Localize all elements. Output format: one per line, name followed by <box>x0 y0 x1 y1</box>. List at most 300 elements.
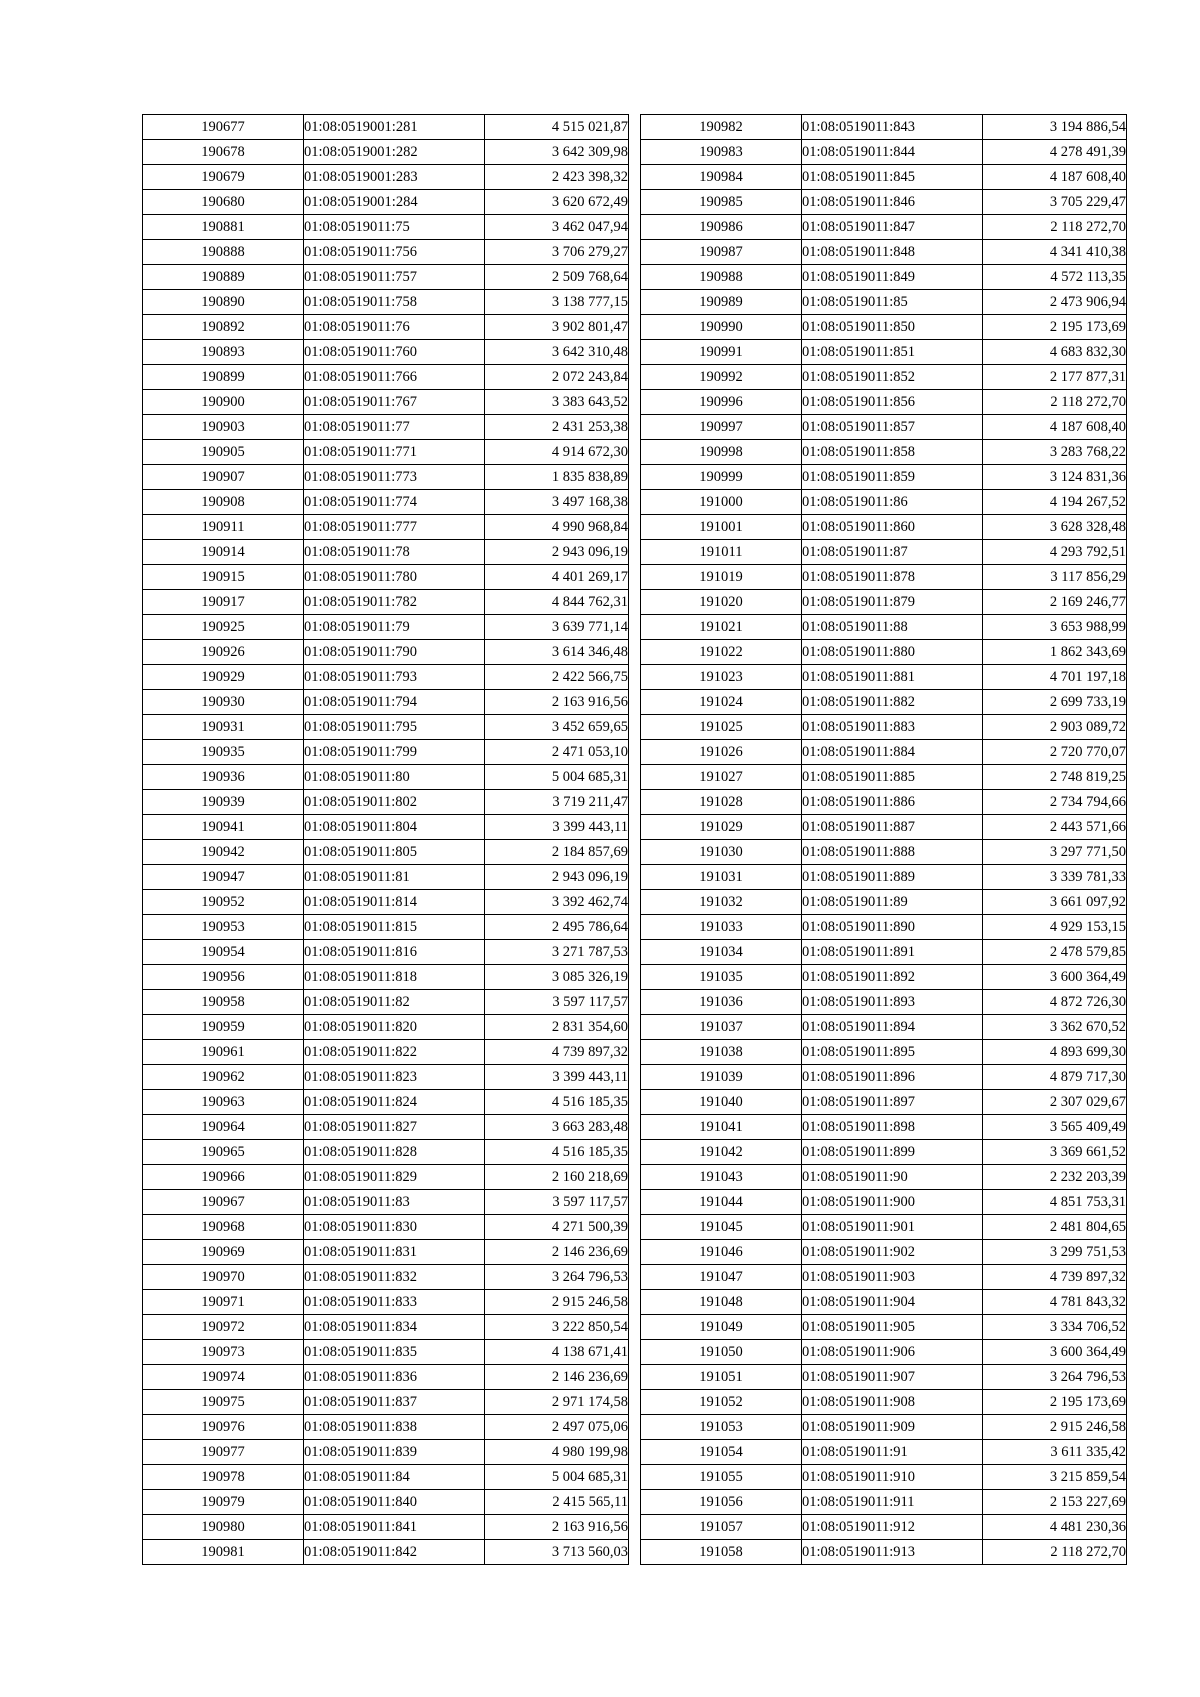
row-number: 190889 <box>143 265 304 290</box>
cadastral-number: 01:08:0519011:85 <box>802 290 983 315</box>
table-row <box>641 565 1127 590</box>
cadastral-value: 4 872 726,30 <box>983 990 1127 1015</box>
cadastral-number: 01:08:0519011:831 <box>304 1240 485 1265</box>
row-number: 190964 <box>143 1115 304 1140</box>
cadastral-number: 01:08:0519011:909 <box>802 1415 983 1440</box>
cadastral-number: 01:08:0519011:907 <box>802 1365 983 1390</box>
cadastral-value: 3 705 229,47 <box>983 190 1127 215</box>
row-number: 190908 <box>143 490 304 515</box>
cadastral-value: 3 642 309,98 <box>485 140 629 165</box>
row-number: 190935 <box>143 740 304 765</box>
cadastral-value: 3 339 781,33 <box>983 865 1127 890</box>
cadastral-number: 01:08:0519011:794 <box>304 690 485 715</box>
row-number: 190974 <box>143 1365 304 1390</box>
cadastral-number: 01:08:0519011:843 <box>802 115 983 140</box>
row-number: 190996 <box>641 390 802 415</box>
table-row <box>641 315 1127 340</box>
cadastral-value: 2 163 916,56 <box>485 1515 629 1540</box>
row-number: 191052 <box>641 1390 802 1415</box>
row-number: 190903 <box>143 415 304 440</box>
table-row <box>641 1340 1127 1365</box>
cadastral-value: 3 399 443,11 <box>485 815 629 840</box>
table-row <box>641 840 1127 865</box>
table-row <box>143 1215 629 1240</box>
cadastral-number: 01:08:0519011:766 <box>304 365 485 390</box>
row-number: 190905 <box>143 440 304 465</box>
row-number: 190888 <box>143 240 304 265</box>
table-row <box>143 765 629 790</box>
cadastral-value: 4 187 608,40 <box>983 165 1127 190</box>
table-row <box>143 1390 629 1415</box>
cadastral-value: 2 971 174,58 <box>485 1390 629 1415</box>
cadastral-number: 01:08:0519011:879 <box>802 590 983 615</box>
cadastral-value: 4 138 671,41 <box>485 1340 629 1365</box>
table-row <box>641 1165 1127 1190</box>
row-number: 191034 <box>641 940 802 965</box>
cadastral-value: 3 600 364,49 <box>983 965 1127 990</box>
cadastral-value: 2 195 173,69 <box>983 315 1127 340</box>
table-row <box>143 1115 629 1140</box>
row-number: 190961 <box>143 1040 304 1065</box>
row-number: 190969 <box>143 1240 304 1265</box>
cadastral-value: 2 734 794,66 <box>983 790 1127 815</box>
cadastral-number: 01:08:0519011:83 <box>304 1190 485 1215</box>
table-row <box>143 565 629 590</box>
row-number: 191026 <box>641 740 802 765</box>
cadastral-value: 2 169 246,77 <box>983 590 1127 615</box>
row-number: 190985 <box>641 190 802 215</box>
cadastral-number: 01:08:0519011:838 <box>304 1415 485 1440</box>
cadastral-value: 4 293 792,51 <box>983 540 1127 565</box>
cadastral-value: 4 929 153,15 <box>983 915 1127 940</box>
table-row <box>143 240 629 265</box>
table-row <box>641 990 1127 1015</box>
table-row <box>641 690 1127 715</box>
cadastral-number: 01:08:0519011:897 <box>802 1090 983 1115</box>
cadastral-value: 3 392 462,74 <box>485 890 629 915</box>
cadastral-value: 2 160 218,69 <box>485 1165 629 1190</box>
cadastral-value: 4 781 843,32 <box>983 1290 1127 1315</box>
cadastral-number: 01:08:0519011:898 <box>802 1115 983 1140</box>
row-number: 190973 <box>143 1340 304 1365</box>
table-row <box>143 915 629 940</box>
cadastral-value: 4 271 500,39 <box>485 1215 629 1240</box>
table-row <box>143 265 629 290</box>
row-number: 190929 <box>143 665 304 690</box>
row-number: 190930 <box>143 690 304 715</box>
table-row <box>143 1140 629 1165</box>
cadastral-value: 3 653 988,99 <box>983 615 1127 640</box>
row-number: 190999 <box>641 465 802 490</box>
cadastral-number: 01:08:0519011:890 <box>802 915 983 940</box>
cadastral-value: 3 117 856,29 <box>983 565 1127 590</box>
cadastral-value: 2 422 566,75 <box>485 665 629 690</box>
cadastral-value: 4 515 021,87 <box>485 115 629 140</box>
cadastral-number: 01:08:0519011:823 <box>304 1065 485 1090</box>
cadastral-value: 4 572 113,35 <box>983 265 1127 290</box>
cadastral-value: 4 879 717,30 <box>983 1065 1127 1090</box>
cadastral-value: 2 509 768,64 <box>485 265 629 290</box>
table-row <box>641 790 1127 815</box>
cadastral-number: 01:08:0519011:860 <box>802 515 983 540</box>
table-row <box>641 965 1127 990</box>
row-number: 191047 <box>641 1265 802 1290</box>
cadastral-number: 01:08:0519011:884 <box>802 740 983 765</box>
cadastral-value: 3 611 335,42 <box>983 1440 1127 1465</box>
cadastral-value: 2 146 236,69 <box>485 1240 629 1265</box>
cadastral-value: 5 004 685,31 <box>485 765 629 790</box>
table-row <box>143 890 629 915</box>
cadastral-value: 4 401 269,17 <box>485 565 629 590</box>
cadastral-value: 3 334 706,52 <box>983 1315 1127 1340</box>
table-row <box>143 1190 629 1215</box>
cadastral-number: 01:08:0519011:805 <box>304 840 485 865</box>
row-number: 190967 <box>143 1190 304 1215</box>
cadastral-value: 4 278 491,39 <box>983 140 1127 165</box>
cadastral-number: 01:08:0519011:849 <box>802 265 983 290</box>
table-row <box>641 1065 1127 1090</box>
row-number: 190981 <box>143 1540 304 1565</box>
row-number: 190942 <box>143 840 304 865</box>
cadastral-number: 01:08:0519011:79 <box>304 615 485 640</box>
table-row <box>143 1040 629 1065</box>
table-row <box>143 190 629 215</box>
row-number: 190915 <box>143 565 304 590</box>
cadastral-number: 01:08:0519011:771 <box>304 440 485 465</box>
row-number: 191055 <box>641 1465 802 1490</box>
cadastral-value: 2 720 770,07 <box>983 740 1127 765</box>
table-row <box>641 1240 1127 1265</box>
row-number: 190979 <box>143 1490 304 1515</box>
row-number: 191046 <box>641 1240 802 1265</box>
cadastral-value: 2 748 819,25 <box>983 765 1127 790</box>
cadastral-value: 4 341 410,38 <box>983 240 1127 265</box>
cadastral-number: 01:08:0519011:91 <box>802 1440 983 1465</box>
row-number: 190899 <box>143 365 304 390</box>
row-number: 191037 <box>641 1015 802 1040</box>
cadastral-value: 3 297 771,50 <box>983 840 1127 865</box>
table-row <box>641 115 1127 140</box>
cadastral-value: 2 431 253,38 <box>485 415 629 440</box>
row-number: 190959 <box>143 1015 304 1040</box>
cadastral-number: 01:08:0519001:284 <box>304 190 485 215</box>
cadastral-value: 3 138 777,15 <box>485 290 629 315</box>
row-number: 190954 <box>143 940 304 965</box>
row-number: 191045 <box>641 1215 802 1240</box>
row-number: 191023 <box>641 665 802 690</box>
table-row <box>143 1540 629 1565</box>
row-number: 190926 <box>143 640 304 665</box>
table-row <box>641 515 1127 540</box>
table-row <box>143 165 629 190</box>
cadastral-number: 01:08:0519011:851 <box>802 340 983 365</box>
cadastral-value: 3 600 364,49 <box>983 1340 1127 1365</box>
row-number: 190881 <box>143 215 304 240</box>
cadastral-number: 01:08:0519011:77 <box>304 415 485 440</box>
cadastral-value: 3 661 097,92 <box>983 890 1127 915</box>
cadastral-value: 2 831 354,60 <box>485 1015 629 1040</box>
cadastral-value: 3 124 831,36 <box>983 465 1127 490</box>
table-row <box>143 440 629 465</box>
table-row <box>143 490 629 515</box>
cadastral-value: 2 699 733,19 <box>983 690 1127 715</box>
table-row <box>143 1365 629 1390</box>
table-row <box>143 290 629 315</box>
cadastral-number: 01:08:0519011:904 <box>802 1290 983 1315</box>
cadastral-number: 01:08:0519011:840 <box>304 1490 485 1515</box>
table-row <box>641 1390 1127 1415</box>
row-number: 191058 <box>641 1540 802 1565</box>
cadastral-number: 01:08:0519001:282 <box>304 140 485 165</box>
cadastral-number: 01:08:0519011:885 <box>802 765 983 790</box>
cadastral-number: 01:08:0519011:841 <box>304 1515 485 1540</box>
cadastral-number: 01:08:0519011:80 <box>304 765 485 790</box>
cadastral-value: 1 862 343,69 <box>983 640 1127 665</box>
cadastral-value: 3 597 117,57 <box>485 990 629 1015</box>
table-row <box>641 1140 1127 1165</box>
cadastral-number: 01:08:0519011:842 <box>304 1540 485 1565</box>
cadastral-value: 4 481 230,36 <box>983 1515 1127 1540</box>
table-row <box>143 1065 629 1090</box>
cadastral-number: 01:08:0519011:902 <box>802 1240 983 1265</box>
cadastral-number: 01:08:0519011:75 <box>304 215 485 240</box>
row-number: 190680 <box>143 190 304 215</box>
table-row <box>143 1440 629 1465</box>
row-number: 191044 <box>641 1190 802 1215</box>
cadastral-value: 1 835 838,89 <box>485 465 629 490</box>
row-number: 190998 <box>641 440 802 465</box>
row-number: 190939 <box>143 790 304 815</box>
cadastral-number: 01:08:0519011:822 <box>304 1040 485 1065</box>
row-number: 191011 <box>641 540 802 565</box>
row-number: 191056 <box>641 1490 802 1515</box>
cadastral-number: 01:08:0519011:839 <box>304 1440 485 1465</box>
cadastral-number: 01:08:0519011:827 <box>304 1115 485 1140</box>
table-row <box>641 1265 1127 1290</box>
cadastral-number: 01:08:0519011:856 <box>802 390 983 415</box>
cadastral-value: 3 713 560,03 <box>485 1540 629 1565</box>
cadastral-value: 2 943 096,19 <box>485 540 629 565</box>
row-number: 190941 <box>143 815 304 840</box>
cadastral-value: 2 153 227,69 <box>983 1490 1127 1515</box>
cadastral-value: 2 072 243,84 <box>485 365 629 390</box>
cadastral-number: 01:08:0519011:881 <box>802 665 983 690</box>
cadastral-number: 01:08:0519011:912 <box>802 1515 983 1540</box>
row-number: 190984 <box>641 165 802 190</box>
cadastral-value: 4 980 199,98 <box>485 1440 629 1465</box>
cadastral-number: 01:08:0519011:893 <box>802 990 983 1015</box>
row-number: 190978 <box>143 1465 304 1490</box>
row-number: 190963 <box>143 1090 304 1115</box>
cadastral-number: 01:08:0519011:804 <box>304 815 485 840</box>
row-number: 190968 <box>143 1215 304 1240</box>
row-number: 190987 <box>641 240 802 265</box>
cadastral-value: 2 915 246,58 <box>983 1415 1127 1440</box>
row-number: 191042 <box>641 1140 802 1165</box>
cadastral-number: 01:08:0519011:887 <box>802 815 983 840</box>
cadastral-value: 4 893 699,30 <box>983 1040 1127 1065</box>
row-number: 190982 <box>641 115 802 140</box>
cadastral-number: 01:08:0519011:820 <box>304 1015 485 1040</box>
table-row <box>641 615 1127 640</box>
cadastral-number: 01:08:0519011:883 <box>802 715 983 740</box>
row-number: 191019 <box>641 565 802 590</box>
table-row <box>641 215 1127 240</box>
cadastral-table-left <box>142 114 629 1565</box>
table-row <box>143 990 629 1015</box>
table-row <box>143 540 629 565</box>
row-number: 190936 <box>143 765 304 790</box>
cadastral-value: 3 362 670,52 <box>983 1015 1127 1040</box>
table-row <box>143 1465 629 1490</box>
cadastral-number: 01:08:0519001:281 <box>304 115 485 140</box>
cadastral-value: 4 194 267,52 <box>983 490 1127 515</box>
cadastral-value: 4 516 185,35 <box>485 1140 629 1165</box>
cadastral-value: 2 415 565,11 <box>485 1490 629 1515</box>
cadastral-number: 01:08:0519011:88 <box>802 615 983 640</box>
cadastral-value: 2 307 029,67 <box>983 1090 1127 1115</box>
cadastral-number: 01:08:0519011:802 <box>304 790 485 815</box>
row-number: 190952 <box>143 890 304 915</box>
row-number: 190977 <box>143 1440 304 1465</box>
table-row <box>143 1315 629 1340</box>
cadastral-number: 01:08:0519011:773 <box>304 465 485 490</box>
table-row <box>143 665 629 690</box>
row-number: 190980 <box>143 1515 304 1540</box>
row-number: 191050 <box>641 1340 802 1365</box>
cadastral-number: 01:08:0519011:836 <box>304 1365 485 1390</box>
row-number: 190958 <box>143 990 304 1015</box>
cadastral-number: 01:08:0519011:758 <box>304 290 485 315</box>
cadastral-value: 3 264 796,53 <box>485 1265 629 1290</box>
row-number: 190900 <box>143 390 304 415</box>
cadastral-number: 01:08:0519011:815 <box>304 915 485 940</box>
cadastral-number: 01:08:0519011:901 <box>802 1215 983 1240</box>
row-number: 190988 <box>641 265 802 290</box>
table-row <box>641 440 1127 465</box>
row-number: 190931 <box>143 715 304 740</box>
table-row <box>641 1190 1127 1215</box>
table-row <box>641 1315 1127 1340</box>
row-number: 191032 <box>641 890 802 915</box>
table-row <box>641 590 1127 615</box>
row-number: 191057 <box>641 1515 802 1540</box>
cadastral-value: 2 495 786,64 <box>485 915 629 940</box>
cadastral-value: 2 195 173,69 <box>983 1390 1127 1415</box>
cadastral-value: 5 004 685,31 <box>485 1465 629 1490</box>
row-number: 191027 <box>641 765 802 790</box>
cadastral-value: 2 471 053,10 <box>485 740 629 765</box>
cadastral-number: 01:08:0519011:903 <box>802 1265 983 1290</box>
table-row <box>143 465 629 490</box>
row-number: 190947 <box>143 865 304 890</box>
row-number: 190925 <box>143 615 304 640</box>
cadastral-number: 01:08:0519011:756 <box>304 240 485 265</box>
cadastral-number: 01:08:0519011:828 <box>304 1140 485 1165</box>
cadastral-number: 01:08:0519011:790 <box>304 640 485 665</box>
table-row <box>641 865 1127 890</box>
cadastral-value: 2 481 804,65 <box>983 1215 1127 1240</box>
table-row <box>143 865 629 890</box>
table-row <box>641 465 1127 490</box>
table-row <box>143 615 629 640</box>
cadastral-value: 2 903 089,72 <box>983 715 1127 740</box>
cadastral-value: 2 163 916,56 <box>485 690 629 715</box>
cadastral-value: 3 399 443,11 <box>485 1065 629 1090</box>
table-row <box>641 740 1127 765</box>
table-row <box>143 1015 629 1040</box>
row-number: 191049 <box>641 1315 802 1340</box>
table-row <box>641 490 1127 515</box>
table-row <box>641 1365 1127 1390</box>
cadastral-number: 01:08:0519011:896 <box>802 1065 983 1090</box>
table-row <box>641 1015 1127 1040</box>
row-number: 190990 <box>641 315 802 340</box>
cadastral-number: 01:08:0519011:888 <box>802 840 983 865</box>
table-row <box>641 1290 1127 1315</box>
cadastral-value: 3 597 117,57 <box>485 1190 629 1215</box>
cadastral-value: 4 851 753,31 <box>983 1190 1127 1215</box>
row-number: 190997 <box>641 415 802 440</box>
table-row <box>641 1490 1127 1515</box>
cadastral-value: 3 222 850,54 <box>485 1315 629 1340</box>
table-row <box>641 265 1127 290</box>
cadastral-value: 3 639 771,14 <box>485 615 629 640</box>
cadastral-value: 3 299 751,53 <box>983 1240 1127 1265</box>
cadastral-number: 01:08:0519011:87 <box>802 540 983 565</box>
row-number: 190678 <box>143 140 304 165</box>
cadastral-value: 3 452 659,65 <box>485 715 629 740</box>
table-row <box>143 1515 629 1540</box>
row-number: 191024 <box>641 690 802 715</box>
table-row <box>143 965 629 990</box>
cadastral-number: 01:08:0519011:814 <box>304 890 485 915</box>
cadastral-number: 01:08:0519011:824 <box>304 1090 485 1115</box>
cadastral-value: 3 215 859,54 <box>983 1465 1127 1490</box>
table-row <box>641 140 1127 165</box>
cadastral-number: 01:08:0519011:799 <box>304 740 485 765</box>
cadastral-number: 01:08:0519011:830 <box>304 1215 485 1240</box>
row-number: 190679 <box>143 165 304 190</box>
cadastral-number: 01:08:0519011:774 <box>304 490 485 515</box>
table-row <box>641 665 1127 690</box>
row-number: 191031 <box>641 865 802 890</box>
table-row <box>143 690 629 715</box>
row-number: 191039 <box>641 1065 802 1090</box>
cadastral-value: 2 423 398,32 <box>485 165 629 190</box>
cadastral-number: 01:08:0519011:847 <box>802 215 983 240</box>
cadastral-number: 01:08:0519011:848 <box>802 240 983 265</box>
cadastral-number: 01:08:0519011:795 <box>304 715 485 740</box>
cadastral-number: 01:08:0519011:895 <box>802 1040 983 1065</box>
cadastral-value: 3 369 661,52 <box>983 1140 1127 1165</box>
table-row <box>641 940 1127 965</box>
table-row <box>143 1290 629 1315</box>
cadastral-number: 01:08:0519011:832 <box>304 1265 485 1290</box>
cadastral-table-right <box>640 114 1127 1565</box>
row-number: 190976 <box>143 1415 304 1440</box>
table-row <box>641 240 1127 265</box>
cadastral-number: 01:08:0519011:757 <box>304 265 485 290</box>
cadastral-value: 3 614 346,48 <box>485 640 629 665</box>
cadastral-value: 3 628 328,48 <box>983 515 1127 540</box>
cadastral-value: 4 187 608,40 <box>983 415 1127 440</box>
table-row <box>641 340 1127 365</box>
row-number: 190966 <box>143 1165 304 1190</box>
table-row <box>143 515 629 540</box>
table-row <box>143 815 629 840</box>
row-number: 191020 <box>641 590 802 615</box>
